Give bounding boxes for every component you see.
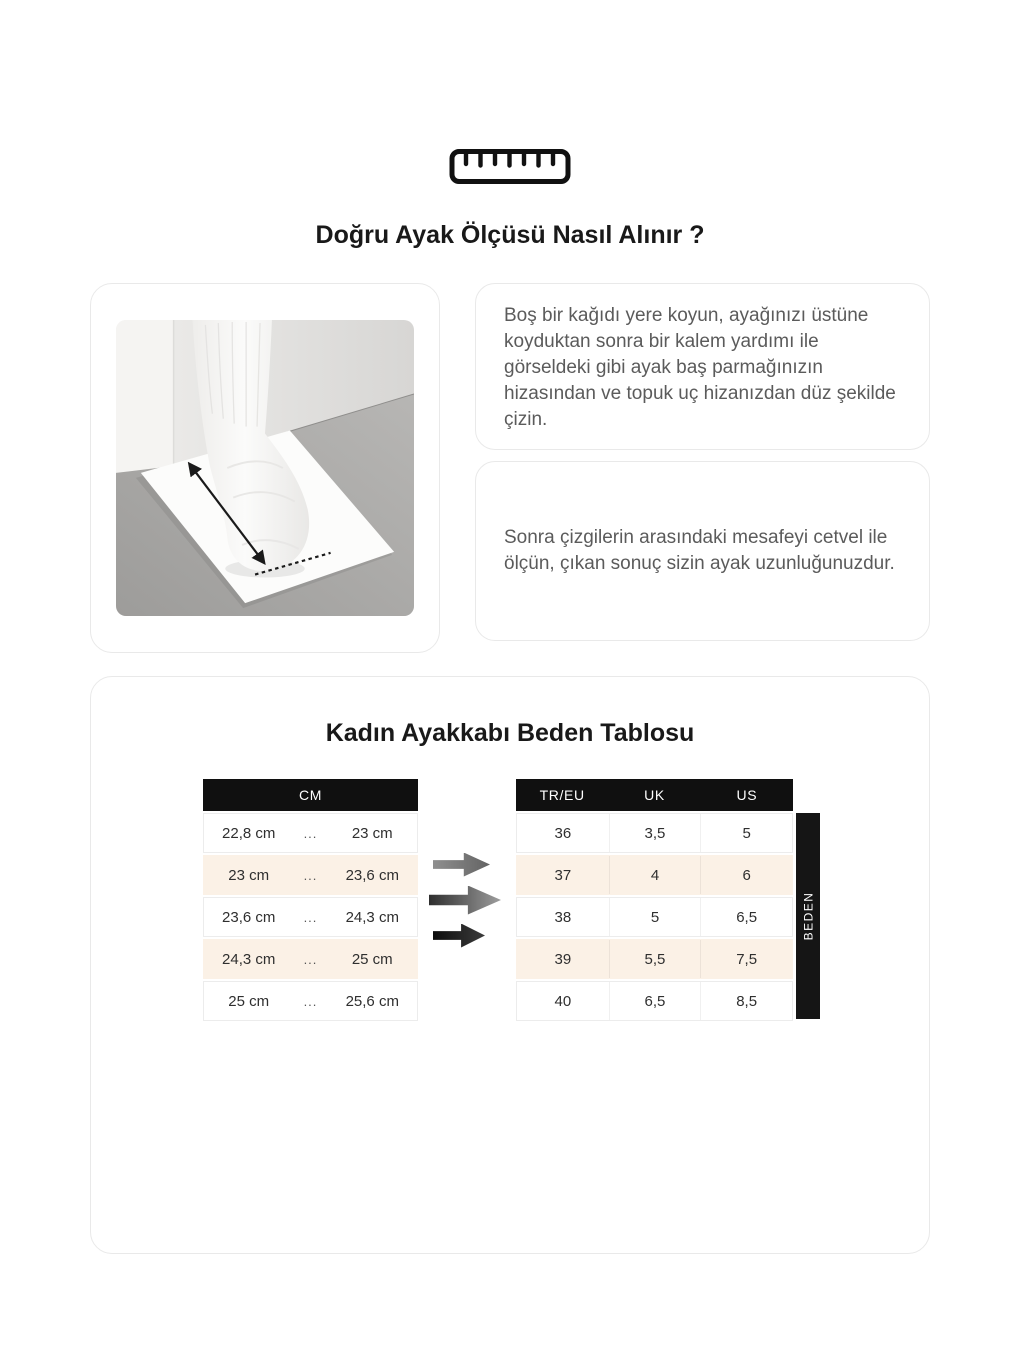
instruction-step-1 <box>475 283 930 450</box>
table-row <box>516 897 793 937</box>
instruction-step-2 <box>475 461 930 641</box>
size-value: 38 <box>554 908 572 926</box>
size-value: 6 <box>700 856 792 894</box>
size-value: 8,5 <box>700 982 792 1020</box>
size-value: 6,5 <box>609 982 701 1020</box>
table-row <box>516 939 793 979</box>
cm-max-value: 24,3 cm <box>345 908 399 926</box>
range-dots: ... <box>303 867 318 883</box>
cm-max-value: 25,6 cm <box>345 992 399 1010</box>
size-table-header-row <box>516 779 793 811</box>
table-row <box>203 855 418 895</box>
size-value: 3,5 <box>609 814 701 852</box>
size-tables-row <box>91 779 929 1021</box>
size-value: 37 <box>554 866 572 884</box>
size-table-card <box>90 676 930 1254</box>
cm-min-value: 23,6 cm <box>222 908 276 926</box>
arrow-right-icon <box>429 886 501 915</box>
table-row <box>203 981 418 1021</box>
size-value: 7,5 <box>700 940 792 978</box>
beden-side-label <box>796 813 820 1019</box>
instruction-step-1-text: Boş bir kağıdı yere koyun, ayağınızı üstüne koyduktan sonra bir kalem yardımı ile görseldeki gibi ayak baş parmağınızın hizasından ve topuk uç hizanızdan düz şekilde çizin. <box>504 305 896 430</box>
range-dots: ... <box>303 951 318 967</box>
size-value: 5,5 <box>609 940 701 978</box>
cm-table <box>203 779 418 1021</box>
cm-min-value: 23 cm <box>228 866 270 884</box>
foot-measurement-illustration <box>116 320 414 616</box>
table-row <box>203 939 418 979</box>
size-conversion-table <box>516 779 793 1021</box>
col-header-tr-eu: TR/EU <box>539 787 585 803</box>
measurement-photo-card <box>90 283 440 653</box>
cm-min-value: 24,3 cm <box>222 950 276 968</box>
header-icon-row <box>90 148 930 185</box>
foot-measurement-photo <box>116 320 414 616</box>
table-row <box>203 897 418 937</box>
col-header-us: US <box>736 787 758 803</box>
size-value: 4 <box>609 856 701 894</box>
cm-min-value: 22,8 cm <box>222 824 276 842</box>
size-conversion-table-wrap <box>516 779 815 1021</box>
range-dots: ... <box>303 825 318 841</box>
size-value: 5 <box>609 898 701 936</box>
arrow-right-icon <box>433 853 490 877</box>
range-dots: ... <box>303 909 318 925</box>
cm-max-value: 23 cm <box>351 824 393 842</box>
instruction-step-2-text: Sonra çizgilerin arasındaki mesafeyi cetvel ile ölçün, çıkan sonuç sizin ayak uzunluğunuzdur. <box>504 527 895 574</box>
table-row <box>516 855 793 895</box>
ruler-icon <box>449 148 571 185</box>
table-row <box>203 813 418 853</box>
size-value: 39 <box>554 950 572 968</box>
size-value: 40 <box>554 992 572 1010</box>
instruction-steps <box>475 283 930 653</box>
instructions-section <box>90 283 930 653</box>
table-row <box>516 981 793 1021</box>
col-header-uk: UK <box>644 787 665 803</box>
cm-max-value: 23,6 cm <box>345 866 399 884</box>
size-value: 6,5 <box>700 898 792 936</box>
size-value: 5 <box>700 814 792 852</box>
cm-max-value: 25 cm <box>351 950 393 968</box>
range-dots: ... <box>303 993 318 1009</box>
cm-table-header: CM <box>203 779 418 811</box>
size-value: 36 <box>554 824 572 842</box>
arrow-right-icon <box>433 924 485 948</box>
cm-min-value: 25 cm <box>228 992 270 1010</box>
page-title: Doğru Ayak Ölçüsü Nasıl Alınır ? <box>315 221 705 249</box>
beden-side-label-text: BEDEN <box>801 891 815 941</box>
mapping-arrows <box>418 779 516 1021</box>
table-row <box>516 813 793 853</box>
size-table-title: Kadın Ayakkabı Beden Tablosu <box>325 719 695 747</box>
size-guide-page <box>90 0 930 1254</box>
